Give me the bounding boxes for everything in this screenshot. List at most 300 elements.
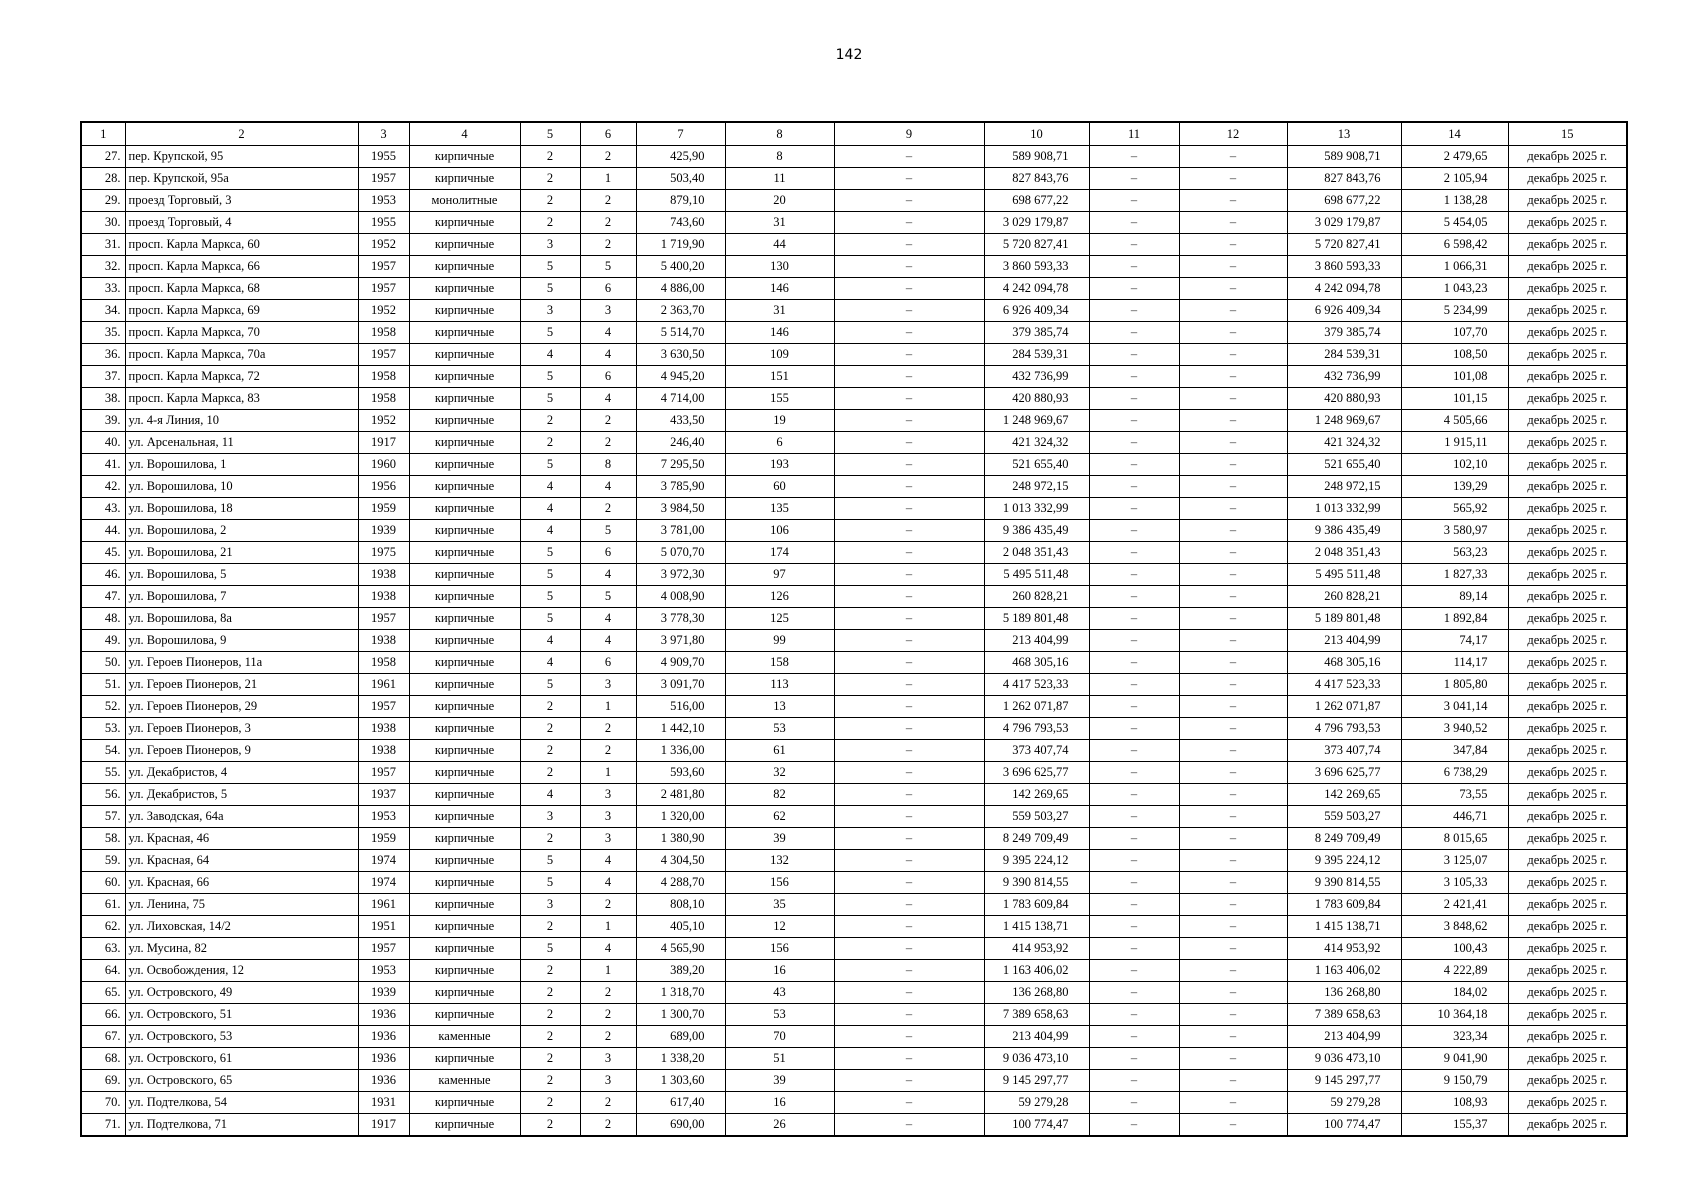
year-built-cell: 1938 — [358, 630, 409, 652]
completion-date-cell: декабрь 2025 г. — [1508, 960, 1627, 982]
entrances-cell: 3 — [580, 674, 636, 696]
col-11-cell: – — [1089, 564, 1179, 586]
area-cell: 743,60 — [636, 212, 725, 234]
year-built-cell: 1958 — [358, 388, 409, 410]
entrances-cell: 2 — [580, 190, 636, 212]
col-9-cell: – — [834, 784, 984, 806]
col-11-cell: – — [1089, 168, 1179, 190]
table-row — [81, 564, 1627, 586]
year-built-cell: 1975 — [358, 542, 409, 564]
col-11-cell: – — [1089, 1026, 1179, 1048]
residents-cell: 135 — [725, 498, 834, 520]
residents-cell: 130 — [725, 256, 834, 278]
wall-material-cell: кирпичные — [409, 1004, 520, 1026]
wall-material-cell: кирпичные — [409, 542, 520, 564]
floors-cell: 2 — [520, 1048, 580, 1070]
address-cell: ул. Красная, 46 — [125, 828, 358, 850]
entrances-cell: 2 — [580, 982, 636, 1004]
cost-per-unit-cell: 100,43 — [1401, 938, 1508, 960]
residents-cell: 99 — [725, 630, 834, 652]
table-row — [81, 190, 1627, 212]
table-row — [81, 784, 1627, 806]
col-11-cell: – — [1089, 586, 1179, 608]
completion-date-cell: декабрь 2025 г. — [1508, 1114, 1627, 1137]
cost-per-unit-cell: 347,84 — [1401, 740, 1508, 762]
col-9-cell: – — [834, 476, 984, 498]
table-row — [81, 344, 1627, 366]
row-number-cell: 44. — [81, 520, 125, 542]
entrances-cell: 2 — [580, 740, 636, 762]
year-built-cell: 1938 — [358, 586, 409, 608]
row-number-cell: 34. — [81, 300, 125, 322]
entrances-cell: 3 — [580, 300, 636, 322]
wall-material-cell: кирпичные — [409, 344, 520, 366]
row-number-cell: 35. — [81, 322, 125, 344]
column-header-5: 5 — [520, 122, 580, 146]
col-9-cell: – — [834, 1026, 984, 1048]
cost-col-13-cell: 136 268,80 — [1287, 982, 1401, 1004]
col-12-cell: – — [1179, 1092, 1287, 1114]
year-built-cell: 1957 — [358, 938, 409, 960]
table-row — [81, 718, 1627, 740]
entrances-cell: 2 — [580, 1026, 636, 1048]
row-number-cell: 46. — [81, 564, 125, 586]
address-cell: ул. Мусина, 82 — [125, 938, 358, 960]
cost-total-cell: 421 324,32 — [984, 432, 1089, 454]
wall-material-cell: кирпичные — [409, 1048, 520, 1070]
wall-material-cell: кирпичные — [409, 784, 520, 806]
row-number-cell: 64. — [81, 960, 125, 982]
col-11-cell: – — [1089, 542, 1179, 564]
wall-material-cell: кирпичные — [409, 652, 520, 674]
cost-per-unit-cell: 4 222,89 — [1401, 960, 1508, 982]
row-number-cell: 51. — [81, 674, 125, 696]
cost-col-13-cell: 1 415 138,71 — [1287, 916, 1401, 938]
completion-date-cell: декабрь 2025 г. — [1508, 652, 1627, 674]
col-12-cell: – — [1179, 1070, 1287, 1092]
col-11-cell: – — [1089, 828, 1179, 850]
col-12-cell: – — [1179, 1004, 1287, 1026]
address-cell: ул. Героев Пионеров, 29 — [125, 696, 358, 718]
col-12-cell: – — [1179, 718, 1287, 740]
col-9-cell: – — [834, 718, 984, 740]
wall-material-cell: кирпичные — [409, 960, 520, 982]
col-12-cell: – — [1179, 432, 1287, 454]
completion-date-cell: декабрь 2025 г. — [1508, 938, 1627, 960]
row-number-cell: 70. — [81, 1092, 125, 1114]
cost-total-cell: 248 972,15 — [984, 476, 1089, 498]
year-built-cell: 1939 — [358, 520, 409, 542]
completion-date-cell: декабрь 2025 г. — [1508, 630, 1627, 652]
floors-cell: 2 — [520, 190, 580, 212]
table-row — [81, 608, 1627, 630]
cost-per-unit-cell: 139,29 — [1401, 476, 1508, 498]
col-11-cell: – — [1089, 476, 1179, 498]
cost-per-unit-cell: 5 454,05 — [1401, 212, 1508, 234]
col-9-cell: – — [834, 1048, 984, 1070]
year-built-cell: 1957 — [358, 256, 409, 278]
col-12-cell: – — [1179, 542, 1287, 564]
completion-date-cell: декабрь 2025 г. — [1508, 762, 1627, 784]
cost-col-13-cell: 4 417 523,33 — [1287, 674, 1401, 696]
completion-date-cell: декабрь 2025 г. — [1508, 520, 1627, 542]
cost-col-13-cell: 373 407,74 — [1287, 740, 1401, 762]
area-cell: 405,10 — [636, 916, 725, 938]
col-11-cell: – — [1089, 432, 1179, 454]
year-built-cell: 1952 — [358, 234, 409, 256]
entrances-cell: 6 — [580, 542, 636, 564]
address-cell: пер. Крупской, 95а — [125, 168, 358, 190]
floors-cell: 5 — [520, 454, 580, 476]
floors-cell: 4 — [520, 784, 580, 806]
row-number-cell: 65. — [81, 982, 125, 1004]
row-number-cell: 41. — [81, 454, 125, 476]
table-row — [81, 322, 1627, 344]
row-number-cell: 27. — [81, 146, 125, 168]
floors-cell: 2 — [520, 168, 580, 190]
cost-per-unit-cell: 1 066,31 — [1401, 256, 1508, 278]
row-number-cell: 40. — [81, 432, 125, 454]
residents-cell: 151 — [725, 366, 834, 388]
cost-per-unit-cell: 323,34 — [1401, 1026, 1508, 1048]
residents-cell: 109 — [725, 344, 834, 366]
col-9-cell: – — [834, 1070, 984, 1092]
cost-per-unit-cell: 1 892,84 — [1401, 608, 1508, 630]
residents-cell: 16 — [725, 1092, 834, 1114]
cost-col-13-cell: 827 843,76 — [1287, 168, 1401, 190]
cost-col-13-cell: 468 305,16 — [1287, 652, 1401, 674]
entrances-cell: 2 — [580, 498, 636, 520]
wall-material-cell: кирпичные — [409, 212, 520, 234]
completion-date-cell: декабрь 2025 г. — [1508, 234, 1627, 256]
area-cell: 4 565,90 — [636, 938, 725, 960]
cost-per-unit-cell: 3 125,07 — [1401, 850, 1508, 872]
col-12-cell: – — [1179, 322, 1287, 344]
floors-cell: 2 — [520, 740, 580, 762]
address-cell: ул. Ворошилова, 8а — [125, 608, 358, 630]
area-cell: 1 300,70 — [636, 1004, 725, 1026]
area-cell: 4 288,70 — [636, 872, 725, 894]
completion-date-cell: декабрь 2025 г. — [1508, 366, 1627, 388]
cost-col-13-cell: 1 262 071,87 — [1287, 696, 1401, 718]
cost-total-cell: 432 736,99 — [984, 366, 1089, 388]
col-9-cell: – — [834, 696, 984, 718]
entrances-cell: 2 — [580, 146, 636, 168]
entrances-cell: 5 — [580, 586, 636, 608]
area-cell: 689,00 — [636, 1026, 725, 1048]
col-9-cell: – — [834, 740, 984, 762]
year-built-cell: 1953 — [358, 806, 409, 828]
year-built-cell: 1960 — [358, 454, 409, 476]
residents-cell: 146 — [725, 278, 834, 300]
col-11-cell: – — [1089, 960, 1179, 982]
address-cell: просп. Карла Маркса, 68 — [125, 278, 358, 300]
address-cell: ул. Островского, 49 — [125, 982, 358, 1004]
area-cell: 3 971,80 — [636, 630, 725, 652]
year-built-cell: 1953 — [358, 190, 409, 212]
area-cell: 1 303,60 — [636, 1070, 725, 1092]
area-cell: 433,50 — [636, 410, 725, 432]
column-header-12: 12 — [1179, 122, 1287, 146]
floors-cell: 2 — [520, 828, 580, 850]
address-cell: ул. Ворошилова, 10 — [125, 476, 358, 498]
cost-total-cell: 1 013 332,99 — [984, 498, 1089, 520]
year-built-cell: 1938 — [358, 718, 409, 740]
col-9-cell: – — [834, 916, 984, 938]
cost-total-cell: 5 495 511,48 — [984, 564, 1089, 586]
address-cell: ул. Декабристов, 4 — [125, 762, 358, 784]
row-number-cell: 31. — [81, 234, 125, 256]
address-cell: просп. Карла Маркса, 60 — [125, 234, 358, 256]
housing-registry-table — [80, 121, 1628, 1137]
residents-cell: 193 — [725, 454, 834, 476]
col-12-cell: – — [1179, 520, 1287, 542]
cost-total-cell: 5 189 801,48 — [984, 608, 1089, 630]
area-cell: 593,60 — [636, 762, 725, 784]
col-11-cell: – — [1089, 256, 1179, 278]
residents-cell: 44 — [725, 234, 834, 256]
floors-cell: 2 — [520, 1026, 580, 1048]
residents-cell: 39 — [725, 828, 834, 850]
col-11-cell: – — [1089, 278, 1179, 300]
row-number-cell: 43. — [81, 498, 125, 520]
cost-col-13-cell: 414 953,92 — [1287, 938, 1401, 960]
cost-total-cell: 100 774,47 — [984, 1114, 1089, 1137]
entrances-cell: 2 — [580, 410, 636, 432]
wall-material-cell: кирпичные — [409, 366, 520, 388]
col-9-cell: – — [834, 894, 984, 916]
cost-total-cell: 414 953,92 — [984, 938, 1089, 960]
cost-total-cell: 4 417 523,33 — [984, 674, 1089, 696]
address-cell: ул. Островского, 53 — [125, 1026, 358, 1048]
floors-cell: 5 — [520, 256, 580, 278]
floors-cell: 2 — [520, 960, 580, 982]
col-12-cell: – — [1179, 454, 1287, 476]
col-11-cell: – — [1089, 652, 1179, 674]
completion-date-cell: декабрь 2025 г. — [1508, 410, 1627, 432]
entrances-cell: 5 — [580, 520, 636, 542]
year-built-cell: 1917 — [358, 432, 409, 454]
col-12-cell: – — [1179, 740, 1287, 762]
residents-cell: 39 — [725, 1070, 834, 1092]
column-header-8: 8 — [725, 122, 834, 146]
col-11-cell: – — [1089, 322, 1179, 344]
cost-per-unit-cell: 8 015,65 — [1401, 828, 1508, 850]
entrances-cell: 3 — [580, 806, 636, 828]
col-11-cell: – — [1089, 894, 1179, 916]
completion-date-cell: декабрь 2025 г. — [1508, 608, 1627, 630]
completion-date-cell: декабрь 2025 г. — [1508, 168, 1627, 190]
residents-cell: 158 — [725, 652, 834, 674]
floors-cell: 3 — [520, 806, 580, 828]
row-number-cell: 59. — [81, 850, 125, 872]
cost-per-unit-cell: 2 479,65 — [1401, 146, 1508, 168]
year-built-cell: 1936 — [358, 1048, 409, 1070]
row-number-cell: 71. — [81, 1114, 125, 1137]
floors-cell: 2 — [520, 762, 580, 784]
table-row — [81, 1092, 1627, 1114]
column-header-6: 6 — [580, 122, 636, 146]
completion-date-cell: декабрь 2025 г. — [1508, 542, 1627, 564]
col-9-cell: – — [834, 630, 984, 652]
entrances-cell: 4 — [580, 564, 636, 586]
area-cell: 808,10 — [636, 894, 725, 916]
col-11-cell: – — [1089, 146, 1179, 168]
area-cell: 4 008,90 — [636, 586, 725, 608]
col-12-cell: – — [1179, 190, 1287, 212]
address-cell: ул. Ворошилова, 1 — [125, 454, 358, 476]
row-number-cell: 50. — [81, 652, 125, 674]
cost-per-unit-cell: 565,92 — [1401, 498, 1508, 520]
entrances-cell: 8 — [580, 454, 636, 476]
cost-col-13-cell: 1 248 969,67 — [1287, 410, 1401, 432]
cost-per-unit-cell: 3 105,33 — [1401, 872, 1508, 894]
cost-col-13-cell: 9 395 224,12 — [1287, 850, 1401, 872]
floors-cell: 2 — [520, 1004, 580, 1026]
entrances-cell: 4 — [580, 608, 636, 630]
cost-per-unit-cell: 9 041,90 — [1401, 1048, 1508, 1070]
cost-col-13-cell: 248 972,15 — [1287, 476, 1401, 498]
cost-per-unit-cell: 563,23 — [1401, 542, 1508, 564]
wall-material-cell: кирпичные — [409, 498, 520, 520]
area-cell: 7 295,50 — [636, 454, 725, 476]
area-cell: 690,00 — [636, 1114, 725, 1137]
row-number-cell: 49. — [81, 630, 125, 652]
col-12-cell: – — [1179, 916, 1287, 938]
page-number: 142 — [835, 47, 863, 63]
cost-per-unit-cell: 108,93 — [1401, 1092, 1508, 1114]
address-cell: ул. Героев Пионеров, 9 — [125, 740, 358, 762]
address-cell: просп. Карла Маркса, 70 — [125, 322, 358, 344]
completion-date-cell: декабрь 2025 г. — [1508, 1048, 1627, 1070]
wall-material-cell: кирпичные — [409, 938, 520, 960]
table-row — [81, 652, 1627, 674]
cost-col-13-cell: 1 013 332,99 — [1287, 498, 1401, 520]
completion-date-cell: декабрь 2025 г. — [1508, 850, 1627, 872]
table-row — [81, 1114, 1627, 1137]
floors-cell: 2 — [520, 410, 580, 432]
residents-cell: 125 — [725, 608, 834, 630]
entrances-cell: 1 — [580, 168, 636, 190]
completion-date-cell: декабрь 2025 г. — [1508, 146, 1627, 168]
wall-material-cell: кирпичные — [409, 168, 520, 190]
area-cell: 3 091,70 — [636, 674, 725, 696]
wall-material-cell: кирпичные — [409, 1092, 520, 1114]
address-cell: просп. Карла Маркса, 70а — [125, 344, 358, 366]
col-9-cell: – — [834, 454, 984, 476]
residents-cell: 16 — [725, 960, 834, 982]
wall-material-cell: кирпичные — [409, 828, 520, 850]
entrances-cell: 1 — [580, 762, 636, 784]
area-cell: 617,40 — [636, 1092, 725, 1114]
area-cell: 425,90 — [636, 146, 725, 168]
cost-per-unit-cell: 1 138,28 — [1401, 190, 1508, 212]
cost-col-13-cell: 9 145 297,77 — [1287, 1070, 1401, 1092]
area-cell: 1 719,90 — [636, 234, 725, 256]
year-built-cell: 1957 — [358, 344, 409, 366]
col-11-cell: – — [1089, 520, 1179, 542]
floors-cell: 5 — [520, 388, 580, 410]
address-cell: ул. Ворошилова, 21 — [125, 542, 358, 564]
row-number-cell: 63. — [81, 938, 125, 960]
column-header-14: 14 — [1401, 122, 1508, 146]
row-number-cell: 66. — [81, 1004, 125, 1026]
col-11-cell: – — [1089, 212, 1179, 234]
col-11-cell: – — [1089, 1048, 1179, 1070]
wall-material-cell: кирпичные — [409, 982, 520, 1004]
cost-per-unit-cell: 108,50 — [1401, 344, 1508, 366]
row-number-cell: 57. — [81, 806, 125, 828]
address-cell: ул. Подтелкова, 71 — [125, 1114, 358, 1137]
col-11-cell: – — [1089, 740, 1179, 762]
residents-cell: 156 — [725, 938, 834, 960]
floors-cell: 5 — [520, 322, 580, 344]
cost-col-13-cell: 213 404,99 — [1287, 630, 1401, 652]
cost-per-unit-cell: 6 738,29 — [1401, 762, 1508, 784]
year-built-cell: 1955 — [358, 146, 409, 168]
table-row — [81, 674, 1627, 696]
row-number-cell: 48. — [81, 608, 125, 630]
col-12-cell: – — [1179, 212, 1287, 234]
year-built-cell: 1961 — [358, 674, 409, 696]
col-9-cell: – — [834, 256, 984, 278]
wall-material-cell: кирпичные — [409, 564, 520, 586]
area-cell: 3 785,90 — [636, 476, 725, 498]
entrances-cell: 4 — [580, 344, 636, 366]
table-row — [81, 1004, 1627, 1026]
cost-col-13-cell: 260 828,21 — [1287, 586, 1401, 608]
address-cell: ул. Ворошилова, 2 — [125, 520, 358, 542]
area-cell: 3 984,50 — [636, 498, 725, 520]
table-row — [81, 256, 1627, 278]
cost-total-cell: 3 696 625,77 — [984, 762, 1089, 784]
col-11-cell: – — [1089, 938, 1179, 960]
wall-material-cell: кирпичные — [409, 322, 520, 344]
cost-col-13-cell: 4 242 094,78 — [1287, 278, 1401, 300]
column-header-13: 13 — [1287, 122, 1401, 146]
row-number-cell: 54. — [81, 740, 125, 762]
table-row — [81, 300, 1627, 322]
col-9-cell: – — [834, 300, 984, 322]
cost-per-unit-cell: 101,08 — [1401, 366, 1508, 388]
row-number-cell: 29. — [81, 190, 125, 212]
area-cell: 5 514,70 — [636, 322, 725, 344]
residents-cell: 82 — [725, 784, 834, 806]
cost-per-unit-cell: 1 827,33 — [1401, 564, 1508, 586]
area-cell: 1 380,90 — [636, 828, 725, 850]
col-9-cell: – — [834, 278, 984, 300]
table-row — [81, 1048, 1627, 1070]
table-row — [81, 630, 1627, 652]
year-built-cell: 1974 — [358, 872, 409, 894]
wall-material-cell: кирпичные — [409, 454, 520, 476]
table-row — [81, 168, 1627, 190]
completion-date-cell: декабрь 2025 г. — [1508, 894, 1627, 916]
residents-cell: 35 — [725, 894, 834, 916]
residents-cell: 70 — [725, 1026, 834, 1048]
completion-date-cell: декабрь 2025 г. — [1508, 322, 1627, 344]
address-cell: ул. Красная, 66 — [125, 872, 358, 894]
completion-date-cell: декабрь 2025 г. — [1508, 1026, 1627, 1048]
residents-cell: 13 — [725, 696, 834, 718]
table-row — [81, 960, 1627, 982]
cost-total-cell: 5 720 827,41 — [984, 234, 1089, 256]
table-row — [81, 806, 1627, 828]
floors-cell: 2 — [520, 718, 580, 740]
column-header-15: 15 — [1508, 122, 1627, 146]
completion-date-cell: декабрь 2025 г. — [1508, 432, 1627, 454]
area-cell: 503,40 — [636, 168, 725, 190]
